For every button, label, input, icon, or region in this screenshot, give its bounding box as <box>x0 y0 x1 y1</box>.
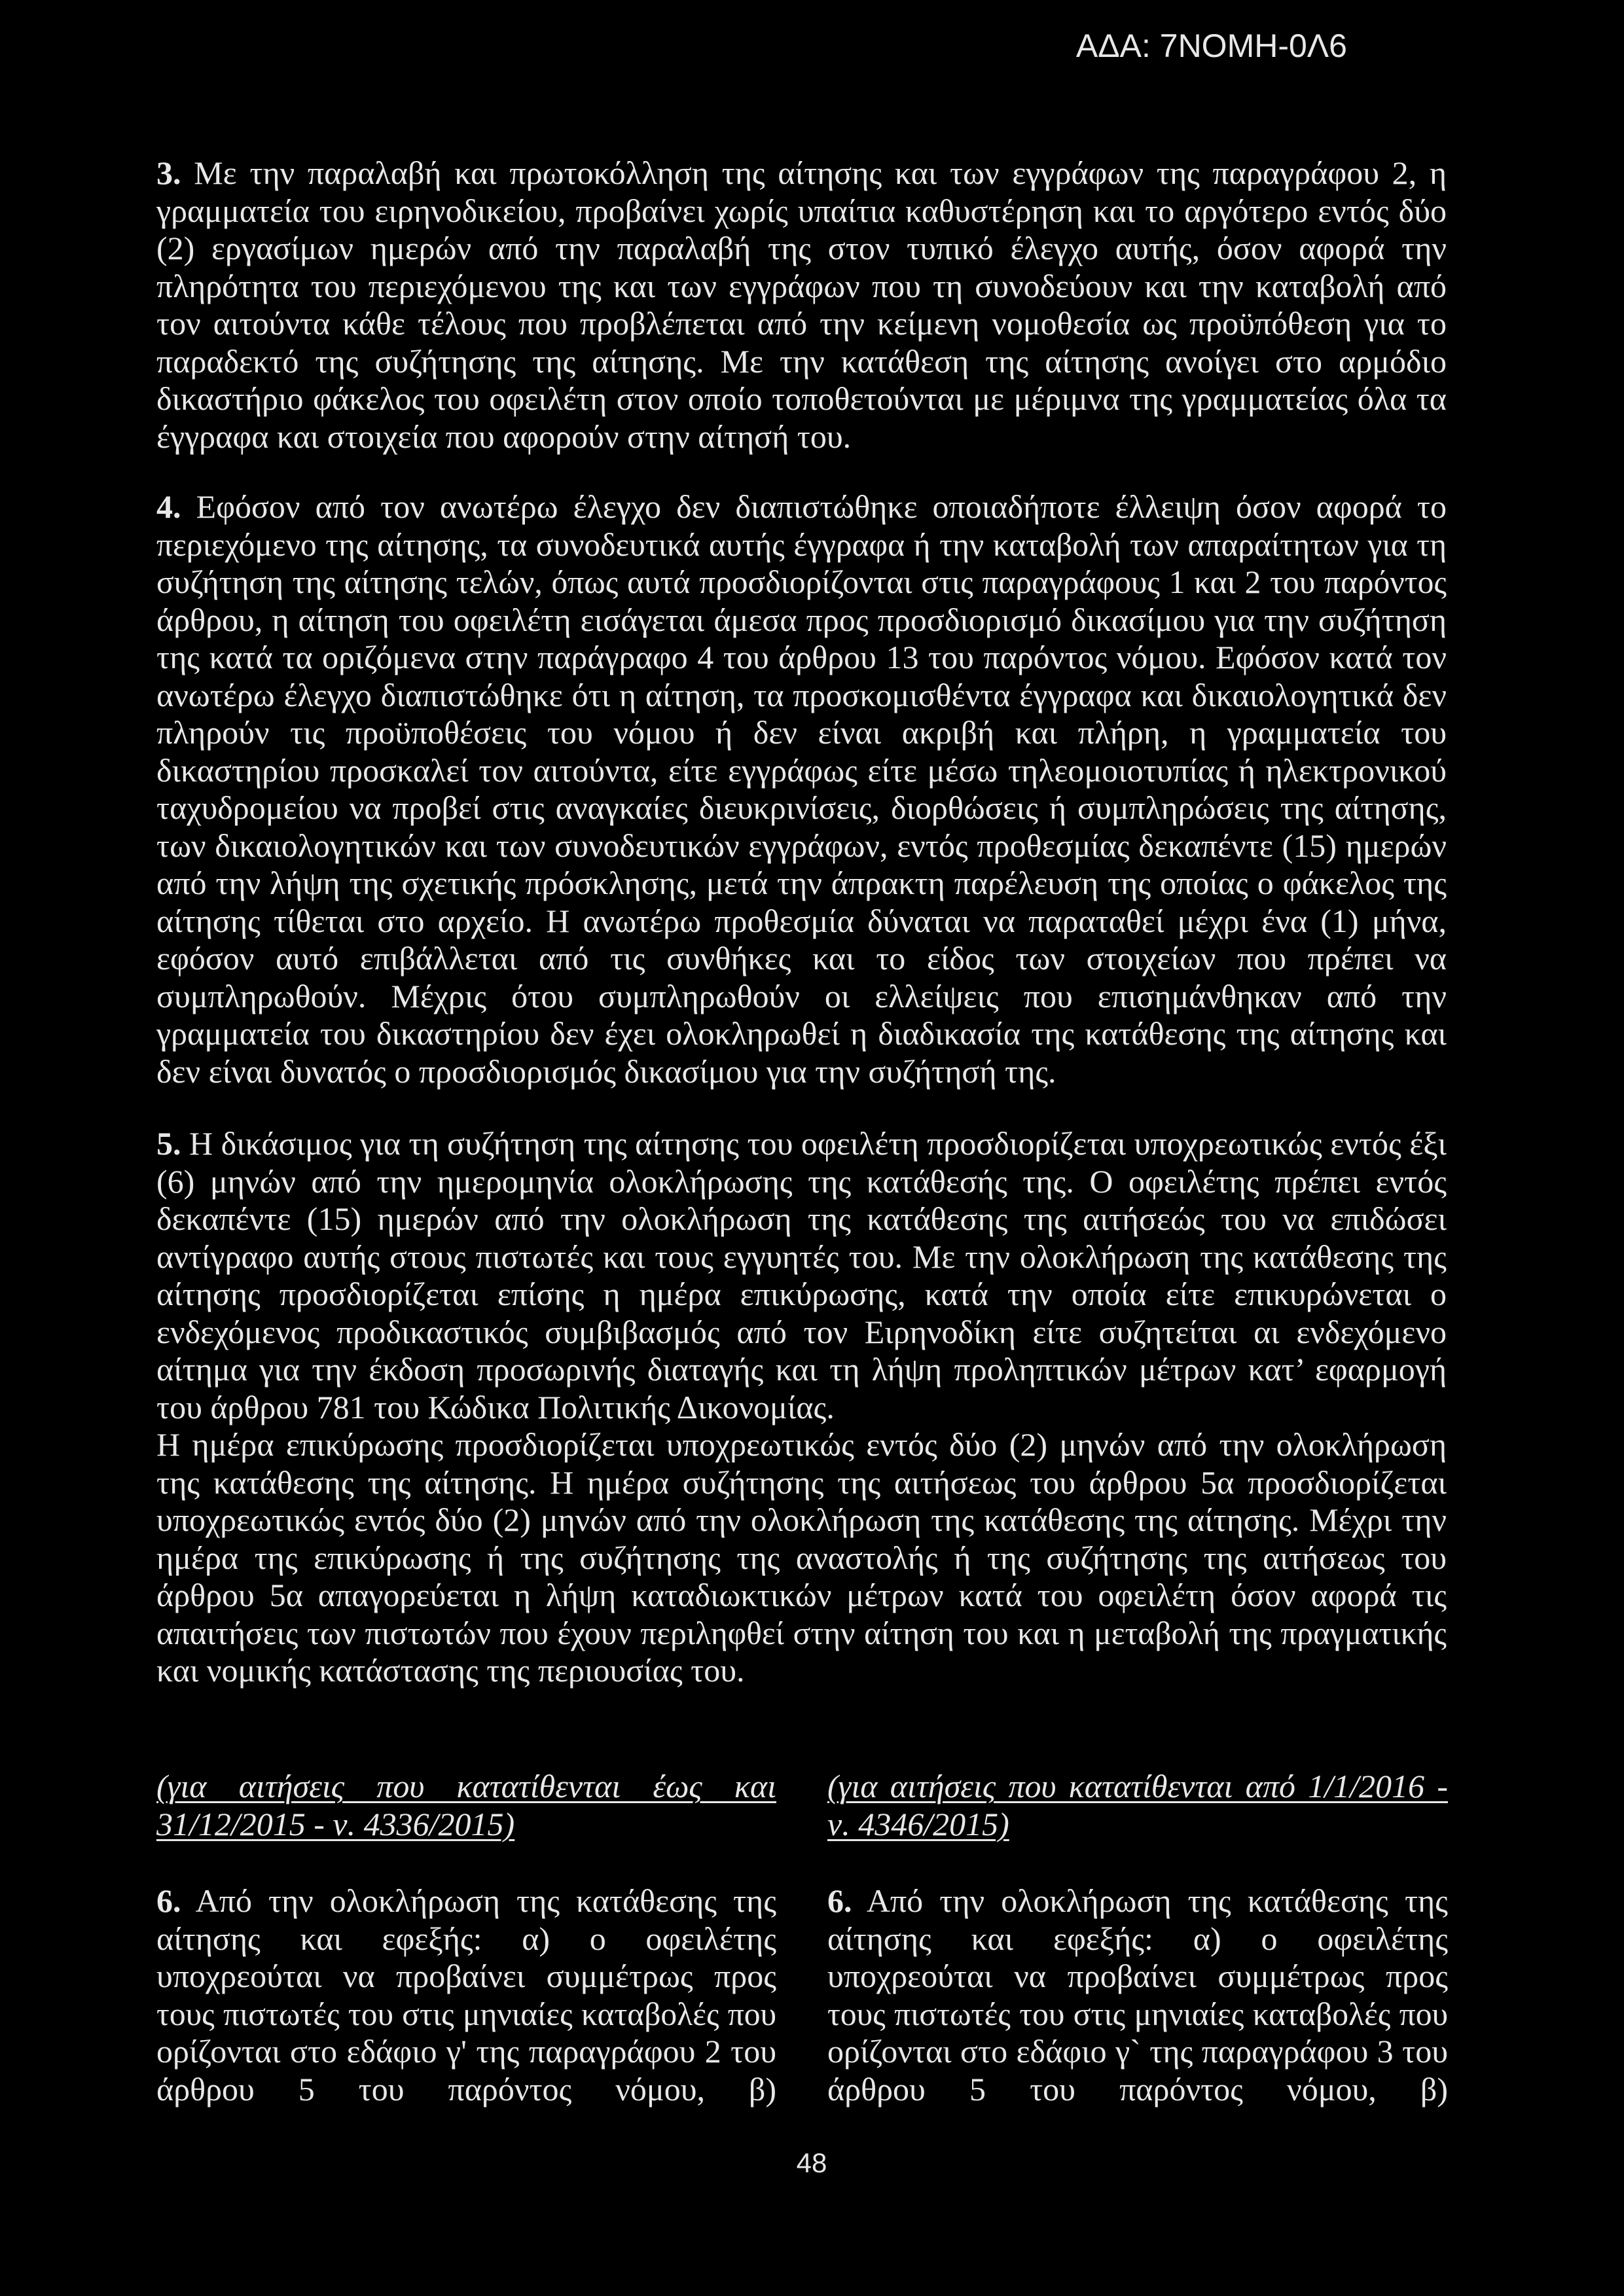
paragraph-line: της κατά τα οριζόμενα στην παράγραφο 4 του άρθρου 13 του παρόντος νόμου. Εφόσον κατά τον <box>156 639 1447 675</box>
paragraph-line: τους πιστωτές του στις μηνιαίες καταβολές που <box>156 1996 776 2032</box>
paragraph-line <box>827 1882 1448 1920</box>
paragraph-line-text: Εφόσον από τον ανωτέρω έλεγχο δεν διαπιστώθηκε οποιαδήποτε έλλειψη όσον αφορά το <box>196 488 1447 525</box>
paragraph-line-text: Με την παραλαβή και πρωτοκόλληση της αίτησης και των εγγράφων της παραγράφου 2, η <box>194 154 1447 191</box>
heading-line: ν. 4346/2015) <box>827 1805 1009 1842</box>
paragraph-line: του άρθρου 781 του Κώδικα Πολιτικής Δικονομίας. <box>156 1388 835 1426</box>
paragraph-line: ανωτέρω έλεγχο διαπιστώθηκε ότι η αίτηση, τα προσκομισθέντα έγγραφα και δικαιολογητικά δεν <box>156 676 1447 713</box>
paragraph-line: περιεχόμενο της αίτησης, τα συνοδευτικά αυτής έγγραφα ή την καταβολή των απαραίτητων για τη <box>156 526 1447 563</box>
page-number: 48 <box>796 2147 827 2178</box>
paragraph-line-text: Η δικάσιμος για τη συζήτηση της αίτησης του οφειλέτη προσδιορίζεται υποχρεωτικώς εντός έξι <box>189 1125 1447 1162</box>
paragraph-line: δεν είναι δυνατός ο προσδιορισμός δικασίμου για την συζήτησή της. <box>156 1052 1056 1090</box>
paragraph-line: των δικαιολογητικών και των συνοδευτικών εγγράφων, εντός προθεσμίας δεκαπέντε (15) ημερών <box>156 827 1447 864</box>
paragraph-line: ορίζονται στο εδάφιο γ` της παραγράφου 3 του <box>827 2033 1448 2070</box>
paragraph-line: άρθρου 5 του παρόντος νόμου, β) <box>827 2070 1448 2108</box>
paragraph-number: 3. <box>156 154 181 191</box>
paragraph-line: εφόσον αυτό επιβάλλεται από τις συνθήκες και το είδος των στοιχείων που πρέπει να <box>156 940 1447 977</box>
column-paragraph-6-left <box>156 1882 776 2108</box>
paragraph-line-text: Από την ολοκλήρωση της κατάθεσης της <box>195 1882 776 1919</box>
paragraph-line: ταχυδρομείου να προβεί στις αναγκαίες διευκρινίσεις, διορθώσεις ή συμπληρώσεις της αίτησης, <box>156 789 1447 826</box>
paragraph-line-text: Από την ολοκλήρωση της κατάθεσης της <box>866 1882 1448 1919</box>
paragraph-line: αίτησης και εφεξής: α) ο οφειλέτης <box>827 1920 1448 1957</box>
paragraph-5 <box>156 1125 1447 1690</box>
paragraph-line: της κατάθεσης της αίτησης. Η ημέρα συζήτησης της αιτήσεως του άρθρου 5α προσδιορίζεται <box>156 1463 1447 1501</box>
paragraph-line: (6) μηνών από την ημερομηνία ολοκλήρωσης της κατάθεσής της. Ο οφειλέτης πρέπει εντός <box>156 1162 1447 1200</box>
paragraph-number: 4. <box>156 488 181 525</box>
paragraph-line: Η ημέρα επικύρωσης προσδιορίζεται υποχρεωτικώς εντός δύο (2) μηνών από την ολοκλήρωση <box>156 1426 1447 1463</box>
paragraph-line: αίτησης προσδιορίζεται επίσης η ημέρα επικύρωσης, κατά την οποία είτε επικυρώνεται ο <box>156 1276 1447 1312</box>
paragraph-line: απαιτήσεις των πιστωτών που έχουν περιληφθεί στην αίτηση του και η μεταβολή της πραγματικής <box>156 1615 1447 1651</box>
paragraph-line <box>156 154 1447 192</box>
heading-line: (για αιτήσεις που κατατίθενται έως και <box>156 1768 776 1804</box>
paragraph-line: τους πιστωτές του στις μηνιαίες καταβολές που <box>827 1996 1448 2032</box>
paragraph-number: 6. <box>827 1882 852 1919</box>
paragraph-line <box>156 488 1447 526</box>
paragraph-line: γραμματεία του ειρηνοδικείου, προβαίνει χωρίς υπαίτια καθυστέρηση και το αργότερο εντός δύο <box>156 192 1447 229</box>
paragraph-line: ενδεχόμενος προδικαστικός συμβιβασμός από τον Ειρηνοδίκη είτε συζητείται αι ενδεχόμενο <box>156 1313 1447 1350</box>
column-paragraph-6-right <box>827 1882 1448 2108</box>
paragraph-line: γραμματεία του δικαστηρίου δεν έχει ολοκληρωθεί η διαδικασία της κατάθεσης της αίτησης και <box>156 1015 1447 1052</box>
paragraph-line: υποχρεωτικώς εντός δύο (2) μηνών από την ολοκλήρωση της κατάθεσης της αίτησης. Μέχρι την <box>156 1501 1447 1538</box>
heading-line: (για αιτήσεις που κατατίθενται από 1/1/2016 - <box>827 1768 1448 1804</box>
paragraph-line: δικαστήριο φάκελος του οφειλέτη στον οποίο τοποθετούνται με μέριμνα της γραμματείας όλα τα <box>156 380 1447 417</box>
paragraph-line: ημέρα της επικύρωσης ή της συζήτησης της αναστολής ή της συζήτησης της αιτήσεως του <box>156 1539 1447 1576</box>
paragraph-number: 5. <box>156 1125 181 1162</box>
paragraph-line: έγγραφα και στοιχεία που αφορούν στην αίτησή του. <box>156 418 852 455</box>
paragraph-line: άρθρου 5α απαγορεύεται η λήψη καταδιωκτικών μέτρων κατά του οφειλέτη όσον αφορά τις <box>156 1577 1447 1613</box>
paragraph-line: πληρούν τις προϋποθέσεις του νόμου ή δεν είναι ακριβή και πλήρη, η γραμματεία του <box>156 714 1447 751</box>
paragraph-line: πληρότητα του περιεχόμενου της και των εγγράφων που τη συνοδεύουν και την καταβολή από <box>156 267 1447 304</box>
paragraph-line <box>156 1125 1447 1163</box>
paragraph-line: αίτησης τίθεται στο αρχείο. Η ανωτέρω προθεσμία δύναται να παραταθεί μέχρι ένα (1) μήνα, <box>156 902 1447 939</box>
column-heading-until-2015 <box>156 1768 776 1843</box>
column-heading-from-2016 <box>827 1768 1448 1843</box>
paragraph-line: αίτημα για την έκδοση προσωρινής διαταγής και τη λήψη προληπτικών μέτρων κατ’ εφαρμογή <box>156 1351 1447 1388</box>
paragraph-5-continuation <box>156 1426 1447 1690</box>
paragraph-line: άρθρου, η αίτηση του οφειλέτη εισάγεται άμεσα προς προσδιορισμό δικασίμου για την συζήτηση <box>156 601 1447 638</box>
paragraph-line: αίτησης και εφεξής: α) ο οφειλέτης <box>156 1920 776 1957</box>
ada-identifier: ΑΔΑ: 7ΝΟΜΗ-0Λ6 <box>1075 27 1347 64</box>
paragraph-line: άρθρου 5 του παρόντος νόμου, β) <box>156 2070 776 2108</box>
paragraph-line: αντίγραφο αυτής στους πιστωτές και τους εγγυητές του. Με την ολοκλήρωση της κατάθεσης της <box>156 1238 1447 1275</box>
paragraph-line: συζήτηση της αίτησης τελών, όπως αυτά προσδιορίζονται στις παραγράφους 1 και 2 του παρόντος <box>156 564 1447 600</box>
paragraph-line: τον αιτούντα κάθε τέλους που προβλέπεται από την κείμενη νομοθεσία ως προϋπόθεση για το <box>156 305 1447 342</box>
paragraph-number: 6. <box>156 1882 181 1919</box>
paragraph-line: (2) εργασίμων ημερών από την παραλαβή της στον τυπικό έλεγχο αυτής, όσον αφορά την <box>156 230 1447 266</box>
paragraph-line <box>156 1882 776 1920</box>
paragraph-4 <box>156 488 1447 1090</box>
paragraph-3 <box>156 154 1447 456</box>
paragraph-line: δεκαπέντε (15) ημερών από την ολοκλήρωση της κατάθεσης της αιτήσεώς του να επιδώσει <box>156 1200 1447 1237</box>
paragraph-line: υποχρεούται να προβαίνει συμμέτρως προς <box>156 1958 776 1994</box>
heading-line: 31/12/2015 - ν. 4336/2015) <box>156 1805 515 1842</box>
paragraph-line: υποχρεούται να προβαίνει συμμέτρως προς <box>827 1958 1448 1994</box>
paragraph-line: ορίζονται στο εδάφιο γ' της παραγράφου 2 του <box>156 2033 776 2070</box>
paragraph-line: δικαστηρίου προσκαλεί τον αιτούντα, είτε εγγράφως είτε μέσω τηλεομοιοτυπίας ή ηλεκτρονικού <box>156 751 1447 789</box>
paragraph-line: και νομικής κατάστασης της περιουσίας του. <box>156 1652 745 1689</box>
paragraph-line: από την λήψη της σχετικής πρόσκλησης, μετά την άπρακτη παρέλευση της οποίας ο φάκελος της <box>156 865 1447 901</box>
paragraph-line: παραδεκτό της συζήτησης της αίτησης. Με την κατάθεση της αίτησης ανοίγει στο αρμόδιο <box>156 342 1447 380</box>
paragraph-line: συμπληρωθούν. Μέχρις ότου συμπληρωθούν οι ελλείψεις που επισημάνθηκαν από την <box>156 977 1447 1014</box>
